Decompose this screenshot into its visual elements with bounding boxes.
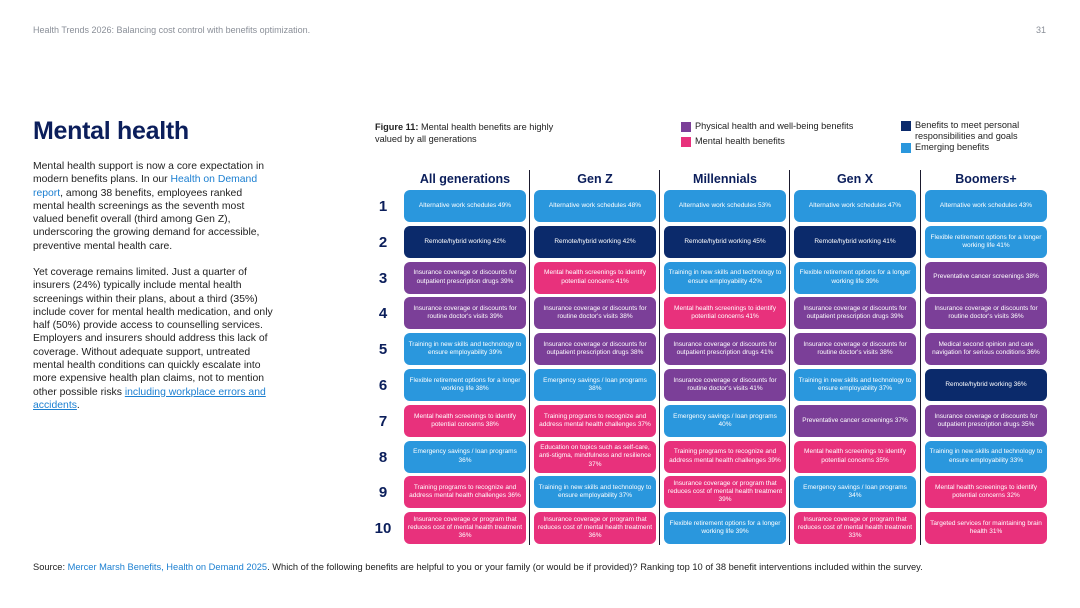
benefit-cell	[404, 297, 526, 329]
benefit-label: Insurance coverage or program that reduces cost of mental health treatment 36%	[537, 515, 653, 540]
benefit-cell	[664, 262, 786, 294]
column-header: Gen X	[836, 172, 874, 186]
rank-label: 1	[378, 198, 388, 215]
benefit-label: Mental health screenings to identify potential concerns 38%	[414, 412, 516, 428]
benefit-label: Remote/hybrid working 41%	[814, 237, 896, 245]
benefit-cell	[794, 297, 916, 329]
legend-item-mental	[681, 136, 881, 147]
benefit-cell	[404, 226, 526, 258]
legend-swatch-physical	[681, 122, 691, 132]
rank-label: 10	[374, 520, 392, 538]
benefit-label: Alternative work schedules 47%	[808, 201, 902, 209]
legend-swatch-emerging	[901, 143, 911, 153]
legend-swatch-personal	[901, 121, 911, 131]
benefit-label: Insurance coverage or discounts for outpatient prescription drugs 41%	[673, 340, 777, 357]
benefit-cell	[664, 190, 786, 222]
benefit-label: Insurance coverage or discounts for outpatient prescription drugs 38%	[543, 340, 647, 357]
benefit-cell	[925, 476, 1047, 508]
benefit-label: Insurance coverage or discounts for routine doctor's visits 36%	[934, 305, 1038, 321]
benefit-label: Training in new skills and technology to ensure employability 37%	[538, 484, 652, 500]
benefit-label: Insurance coverage or discounts for outpatient prescription drugs 39%	[803, 305, 907, 321]
column-divider	[659, 170, 660, 545]
workplace-errors-link[interactable]: including workplace errors and accidents	[33, 386, 266, 411]
benefit-cell	[794, 476, 916, 508]
source-note	[33, 562, 923, 572]
legend-label: Benefits to meet personal responsibilities and goals	[915, 120, 1020, 141]
body-text: .	[76, 399, 80, 411]
benefit-label: Emergency savings / loan programs 40%	[673, 412, 777, 428]
benefit-cell	[404, 333, 526, 365]
benefit-label: Training programs to recognize and address mental health challenges 39%	[669, 448, 781, 464]
benefit-label: Remote/hybrid working 42%	[424, 237, 506, 245]
benefit-cell	[794, 441, 916, 473]
legend-item-physical	[681, 121, 881, 132]
health-on-demand-link[interactable]: Health on Demand report	[33, 174, 258, 199]
benefit-cell	[925, 512, 1047, 544]
benefit-cell	[664, 512, 786, 544]
benefit-cell	[664, 369, 786, 401]
report-header: Health Trends 2026: Balancing cost control with benefits optimization.	[33, 25, 311, 35]
benefit-label: Alternative work schedules 43%	[939, 201, 1033, 209]
benefit-label: Remote/hybrid working 42%	[554, 237, 636, 245]
benefit-cell	[404, 405, 526, 437]
benefit-cell	[534, 405, 656, 437]
benefit-cell	[404, 476, 526, 508]
benefit-label: Training in new skills and technology to ensure employability 39%	[408, 340, 522, 357]
benefit-cell	[534, 369, 656, 401]
page-title: Mental health	[33, 117, 189, 145]
benefit-label: Mental health screenings to identify potential concerns 41%	[544, 269, 646, 285]
benefit-cell	[404, 262, 526, 294]
benefit-label: Education on topics such as self-care, anti-stigma, mindfulness and resilience 37%	[539, 444, 651, 468]
benefit-cell	[664, 226, 786, 258]
benefit-label: Emergency savings / loan programs 36%	[413, 448, 517, 464]
benefit-label: Remote/hybrid working 45%	[684, 237, 766, 245]
benefit-cell	[404, 512, 526, 544]
benefit-label: Flexible retirement options for a longer working life 39%	[799, 269, 911, 285]
body-text: Mental health support is now a core expectation in modern benefits plans. In our	[33, 161, 265, 186]
benefit-cell	[794, 226, 916, 258]
benefit-label: Emergency savings / loan programs 34%	[803, 484, 907, 500]
benefit-label: Flexible retirement options for a longer working life 41%	[930, 233, 1042, 249]
benefit-label: Training in new skills and technology to ensure employability 33%	[929, 448, 1043, 464]
column-header: All generations	[419, 172, 511, 186]
legend-label: Physical health and well-being benefits	[695, 121, 854, 131]
benefit-cell	[404, 190, 526, 222]
benefit-label: Insurance coverage or discounts for outpatient prescription drugs 35%	[934, 412, 1038, 428]
rank-label: 6	[378, 377, 388, 394]
source-text: . Which of the following benefits are helpful to you or your family (or would be if provided)? Ranking top 10 of 38 benefit interventions included within the survey.	[267, 562, 923, 572]
page-number: 31	[1035, 25, 1046, 35]
figure-label: Figure 11:	[375, 122, 419, 132]
benefit-label: Insurance coverage or discounts for routine doctor's visits 38%	[803, 340, 907, 357]
benefit-label: Remote/hybrid working 36%	[945, 380, 1027, 388]
figure-caption	[375, 122, 575, 145]
benefit-label: Training in new skills and technology to ensure employability 42%	[668, 269, 782, 285]
rank-label: 9	[378, 484, 388, 502]
benefit-cell	[664, 476, 786, 508]
column-header: Boomers+	[955, 172, 1017, 186]
benefit-label: Emergency savings / loan programs 38%	[543, 376, 647, 392]
benefit-cell	[534, 476, 656, 508]
rank-label: 4	[378, 305, 388, 323]
benefit-cell	[534, 297, 656, 329]
benefit-cell	[925, 405, 1047, 437]
benefit-cell	[404, 369, 526, 401]
benefit-label: Alternative work schedules 49%	[418, 201, 512, 209]
benefit-label: Alternative work schedules 53%	[678, 201, 772, 209]
body-text: Yet coverage remains limited. Just a quarter of insurers (24%) typically include mental health screenings within their plans, about a third (35%) include cover for mental health medication, and only half (50%) provide access to counselling services. Employers and insurers should address this lack of coverage. Without adequate support, untreated mental health conditions can quickly escalate into more expensive health plan claims, not to mention other possible risks	[33, 267, 273, 398]
benefit-label: Mental health screenings to identify potential concerns 32%	[935, 484, 1037, 500]
column-header: Millennials	[693, 172, 757, 186]
benefit-label: Flexible retirement options for a longer working life 38%	[409, 376, 521, 392]
body-paragraph-2	[33, 266, 273, 412]
legend-item-personal	[901, 120, 1051, 142]
benefit-label: Mental health screenings to identify potential concerns 35%	[804, 448, 906, 464]
benefit-cell	[925, 369, 1047, 401]
benefit-label: Training programs to recognize and address mental health challenges 37%	[539, 412, 651, 428]
column-divider	[529, 170, 530, 545]
benefit-cell	[664, 333, 786, 365]
benefit-cell	[794, 262, 916, 294]
benefit-label: Targeted services for maintaining brain health 31%	[930, 519, 1042, 536]
benefit-label: Alternative work schedules 48%	[548, 201, 642, 209]
source-link[interactable]: Mercer Marsh Benefits, Health on Demand 2025	[67, 562, 268, 572]
benefit-cell	[534, 262, 656, 294]
legend-item-emerging	[901, 142, 1051, 153]
source-prefix: Source:	[33, 562, 68, 572]
benefit-cell	[534, 190, 656, 222]
benefit-label: Insurance coverage or discounts for outpatient prescription drugs 39%	[413, 269, 517, 285]
benefit-cell	[404, 441, 526, 473]
rank-label: 5	[378, 341, 388, 359]
benefit-label: Mental health screenings to identify potential concerns 41%	[674, 305, 776, 321]
benefit-cell	[794, 190, 916, 222]
benefit-label: Insurance coverage or program that reduces cost of mental health treatment 36%	[407, 515, 523, 540]
benefit-label: Insurance coverage or discounts for routine doctor's visits 38%	[543, 305, 647, 321]
figure-caption-text: Mental health benefits are highly valued by all generations	[375, 122, 554, 144]
rank-label: 2	[378, 233, 388, 251]
column-divider	[920, 170, 921, 545]
benefit-cell	[794, 369, 916, 401]
column-header: Gen Z	[577, 172, 613, 186]
benefit-cell	[925, 297, 1047, 329]
benefit-cell	[794, 405, 916, 437]
benefit-cell	[664, 297, 786, 329]
benefit-cell	[794, 333, 916, 365]
benefit-cell	[925, 226, 1047, 258]
benefit-label: Insurance coverage or discounts for routine doctor's visits 39%	[413, 305, 517, 321]
benefit-cell	[664, 441, 786, 473]
benefit-cell	[534, 441, 656, 473]
benefit-label: Insurance coverage or program that reduces cost of mental health treatment 39%	[667, 480, 783, 504]
benefit-cell	[925, 333, 1047, 365]
legend-label: Emerging benefits	[915, 142, 990, 152]
benefit-cell	[925, 262, 1047, 294]
rank-label: 8	[378, 448, 388, 466]
benefit-cell	[925, 190, 1047, 222]
legend-label: Mental health benefits	[695, 136, 785, 146]
column-divider	[789, 170, 790, 545]
benefit-label: Preventative cancer screenings 37%	[802, 416, 908, 424]
benefit-cell	[534, 226, 656, 258]
benefit-label: Insurance coverage or discounts for routine doctor's visits 41%	[673, 376, 777, 392]
legend-swatch-mental	[681, 137, 691, 147]
benefit-cell	[534, 333, 656, 365]
benefit-cell	[925, 441, 1047, 473]
benefit-cell	[794, 512, 916, 544]
rank-label: 3	[378, 269, 388, 287]
benefit-label: Training programs to recognize and address mental health challenges 36%	[409, 484, 521, 500]
benefit-cell	[664, 405, 786, 437]
body-paragraph-1	[33, 160, 273, 253]
body-text: , among 38 benefits, employees ranked mental health screenings as the seventh most valued benefit overall (third among Gen Z), underscoring the growing demand for accessible, preventive mental health care.	[33, 187, 260, 252]
benefit-label: Medical second opinion and care navigation for serious conditions 36%	[932, 340, 1040, 357]
benefit-label: Training in new skills and technology to ensure employability 37%	[798, 376, 912, 392]
benefit-label: Flexible retirement options for a longer working life 39%	[669, 519, 781, 536]
benefit-label: Insurance coverage or program that reduces cost of mental health treatment 33%	[797, 515, 913, 540]
rank-label: 7	[378, 412, 388, 430]
benefit-cell	[534, 512, 656, 544]
benefit-label: Preventative cancer screenings 38%	[933, 273, 1039, 281]
